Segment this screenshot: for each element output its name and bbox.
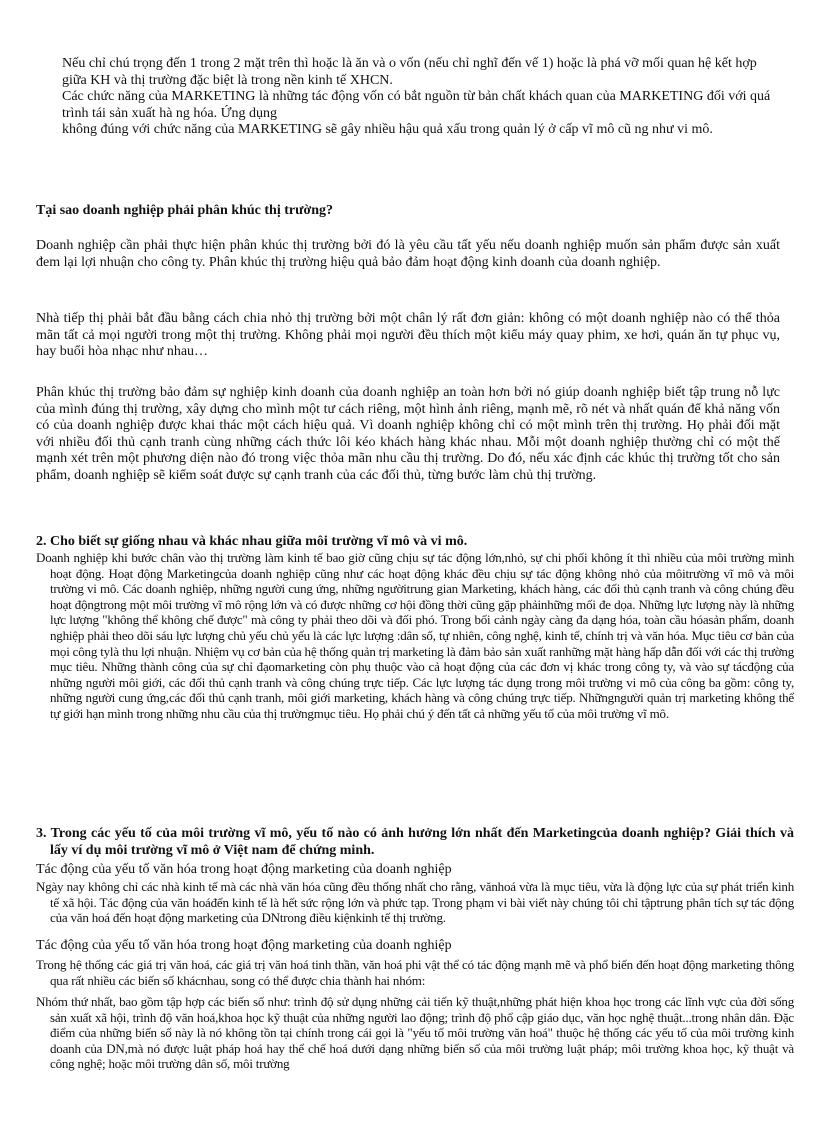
section3-subheading-2: Tác động của yếu tố văn hóa trong hoạt động marketing của doanh nghiệp: [36, 938, 452, 953]
section3-paragraph-2: Trong hệ thống các giá trị văn hoá, các giá trị văn hoá tinh thần, văn hoá phi vật thể có tác động mạnh mẽ và phổ biến đến hoạt động marketing thông qua rất nhiều các biến số khácnhau, song có thể được chia thành hai nhóm:: [36, 957, 794, 988]
section2-heading: 2. Cho biết sự giống nhau và khác nhau giữa môi trường vĩ mô và vi mô.: [36, 534, 468, 549]
section3-heading: 3. Trong các yếu tố của môi trường vĩ mô, yếu tố nào có ảnh hưởng lớn nhất đến Marketingcủa doanh nghiệp? Giải thích và lấy ví dụ môi trường vĩ mô ở Việt nam để chứng minh.: [36, 826, 794, 858]
section3-paragraph-3: Nhóm thứ nhất, bao gồm tập hợp các biến số như: trình độ sử dụng những cải tiến kỹ thuật,những phát hiện khoa học trong các lĩnh vực của đời sống sản xuất xã hội, trình độ văn hoá,khoa học kỹ thuật của những người lao động; trình độ phổ cập giáo dục, văn học nghệ thuật...trong nhân dân. Đặc điểm của những biến số này là nó không tồn tại chính trong cái gọi là "yếu tố môi trường văn hoá" thuộc hệ thống các yếu tố của môi trường kinh doanh của DN,mà nó được luật pháp hoá hay thể chế hoá dưới dạng những biến số của môi trường luật pháp; môi trường khoa học, kỹ thuật và công nghệ; hoặc môi trường dân số, môi trường: [36, 994, 794, 1072]
section1-paragraph-2: Nhà tiếp thị phải bắt đầu bằng cách chia nhỏ thị trường bởi một chân lý rất đơn giản: không có một doanh nghiệp nào có thể thỏa mãn tất cả mọi người trong một thị trường. Không phải mọi người đều thích một kiểu máy quay phim, xe hơi, quán ăn tự phục vụ, hay buổi hòa nhạc như nhau…: [36, 311, 780, 360]
intro-paragraph-2: Các chức năng của MARKETING là những tác động vốn có bắt nguồn từ bản chất khách quan của MARKETING đối với quá trình tái sản xuất hà ng hóa. Ứng dụng: [62, 89, 771, 121]
section1-heading: Tại sao doanh nghiệp phải phân khúc thị trường?: [36, 203, 334, 218]
section1-paragraph-3: Phân khúc thị trường bảo đảm sự nghiệp kinh doanh của doanh nghiệp an toàn hơn bởi nó giúp doanh nghiệp biết tập trung nỗ lực của mình đúng thị trường, xây dựng cho mình một tư cách riêng, một hình ảnh riêng, mạnh mẽ, rõ nét và nhất quán để khả năng vốn có của doanh nghiệp được khai thác một cách hiệu quả. Vì doanh nghiệp không chỉ có một mình trên thị trường. Họ phải đối mặt với nhiều đối thủ cạnh tranh cùng những cách thức lôi kéo khách hàng khác nhau. Mỗi một doanh nghiệp thường chỉ có một thế mạnh xét trên một phương diện nào đó trong việc thỏa mãn nhu cầu thị trường. Do đó, nếu xác định các khúc thị trường tốt cho sản phẩm, doanh nghiệp sẽ kiểm soát được sự cạnh tranh của các đối thủ, từng bước làm chủ thị trường.: [36, 385, 780, 483]
section3-subheading-1: Tác động của yếu tố văn hóa trong hoạt động marketing của doanh nghiệp: [36, 862, 452, 877]
section2-paragraph: Doanh nghiệp khi bước chân vào thị trường làm kinh tế bao giờ cũng chịu sự tác động lớn,nhỏ, sự chi phối không ít thì nhiều của môi trường mình hoạt động. Hoạt động Marketingcủa doanh nghiệp cũng như các hoạt động khác đều chịu sự tác động không nhỏ của môitrường vĩ mô và môi trường vi mô. Các doanh nghiệp, những người cung ứng, những ngườitrung gian Marketing, khách hàng, các đối thủ cạnh tranh và công chúng đều hoạt độngtrong một môi trường vĩ mô rộng lớn và có được những cơ hội đồng thời cũng gặp phảinhững mối đe dọa. Những lực lượng này là những lực lượng "không thể không chế được" mà công ty phải theo dõi và đối phó. Trong bối cảnh ngày càng đa dạng hóa, toàn cầu hóasản phẩm, doanh nghiệp phải theo dõi sáu lực lượng chủ yếu chủ yếu là các lực lượng :dân số, tự nhiên, công nghệ, kinh tế, chính trị và văn hóa. Mục tiêu cơ bản của mọi công tylà thu lợi nhuận. Nhiệm vụ cơ bản của hệ thống quản trị marketing là đảm bảo sản xuất ranhững mặt hàng hấp dẫn đối với các thị trường mục tiêu. Những thành công của sự chỉ đạomarketing còn phụ thuộc vào cả hoạt động của các đơn vị khác trong công ty, và vào sự tácđộng của những người môi giới, các đối thủ cạnh tranh và công chúng trực tiếp. Các lực lượng tác dụng trong môi trường vi mô của công ba gồm: công ty, những người cung ứng,các đối thủ cạnh tranh, môi giới marketing, khách hàng và công chúng trực tiếp. Nhữngngười quản trị marketing không thể tự giới hạn mình trong những nhu cầu của thị trườngmục tiêu. Họ phải chú ý đến tất cả những yếu tố của môi trường vĩ mô.: [36, 550, 794, 721]
section1-paragraph-1: Doanh nghiệp cần phải thực hiện phân khúc thị trường bởi đó là yêu cầu tất yếu nếu doanh nghiệp muốn sản phẩm được sản xuất đem lại lợi nhuận cho công ty. Phân khúc thị trường hiệu quả bảo đảm hoạt động kinh doanh của doanh nghiệp.: [36, 238, 780, 270]
intro-paragraph-1: Nếu chỉ chú trọng đến 1 trong 2 mặt trên thì hoặc là ăn và o vốn (nếu chỉ nghĩ đến vế 1) hoặc là phá vỡ mối quan hệ kết hợp giữa KH và thị trường đặc biệt là trong nền kinh tế XHCN.: [62, 56, 757, 88]
intro-block: [62, 56, 778, 139]
intro-paragraph-3: không đúng với chức năng của MARKETING sẽ gây nhiều hậu quả xấu trong quản lý ở cấp vĩ mô cũ ng như vi mô.: [62, 122, 713, 138]
section3-paragraph-1: Ngày nay không chỉ các nhà kinh tế mà các nhà văn hóa cũng đều thống nhất cho rằng, vănhoá vừa là mục tiêu, vừa là động lực của sự phát triển kinh tế xã hội. Tác động của văn hoáđến kinh tế là hết sức rộng lớn và phức tạp. Trong phạm vi bài viết này chúng tôi chỉ tậptrung phân tích sự tác động của văn hoá đến hoạt động marketing của DNtrong điều kiệnkinh tế thị trường.: [36, 879, 794, 926]
